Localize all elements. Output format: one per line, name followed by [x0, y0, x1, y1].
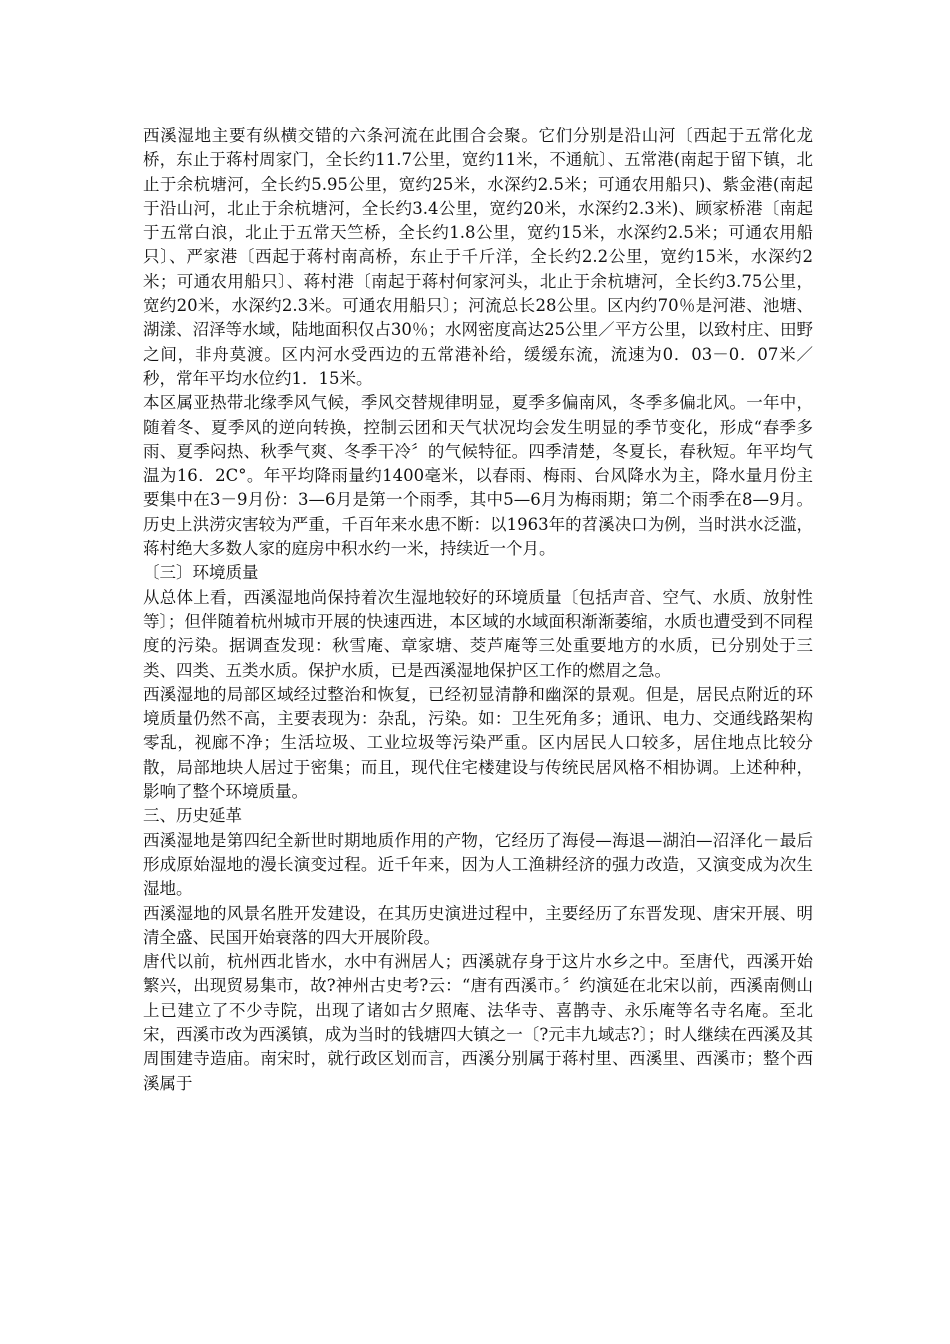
- paragraph-environment-overview: 从总体上看，西溪湿地尚保持着次生湿地较好的环境质量〔包括声音、空气、水质、放射性等〕；但伴随着杭州城市开展的快速西进，本区域的水域面积渐渐萎缩，水质也遭受到不同程度的污染。据调查发现：秋雪庵、章家塘、茭芦庵等三处重要地方的水质，已分别处于三类、四类、五类水质。保护水质，已是西溪湿地保护区工作的燃眉之急。: [143, 587, 813, 680]
- paragraph-history-tang-song: 唐代以前，杭州西北皆水，水中有洲居人；西溪就存身于这片水乡之中。至唐代，西溪开始繁兴，出现贸易集市，故?神州古史考?云：“唐有西溪市。〞约演延在北宋以前，西溪南侧山上已建立了不少寺院，出现了诸如古夕照庵、法华寺、喜鹊寺、永乐庵等名寺名庵。至北宋，西溪市改为西溪镇，成为当时的钱塘四大镇之一〔?元丰九域志?〕；时人继续在西溪及其周围建寺造庙。南宋时，就行政区划而言，西溪分别属于蒋村里、西溪里、西溪市；整个西溪属于: [143, 952, 813, 1093]
- paragraph-history-stages: 西溪湿地的风景名胜开发建设，在其历史演进过程中，主要经历了东晋发现、唐宋开展、明清全盛、民国开始衰落的四大开展阶段。: [143, 903, 813, 947]
- paragraph-rivers: 西溪湿地主要有纵横交错的六条河流在此围合会聚。它们分别是沿山河〔西起于五常化龙桥，东止于蒋村周家门，全长约11.7公里，宽约11米，不通航〕、五常港(南起于留下镇，北止于余杭塘河，全长约5.95公里，宽约25米，水深约2.5米；可通农用船只)、紫金港(南起于沿山河，北止于余杭塘河，全长约3.4公里，宽约20米，水深约2.3米)、顾家桥港〔南起于五常白浪，北止于五常天竺桥，全长约1.8公里，宽约15米，水深约2.5米；可通农用船只〕、严家港〔西起于蒋村南高桥，东止于千斤洋，全长约2.2公里，宽约15米，水深约2米；可通农用船只〕、蒋村港〔南起于蒋村何家河头，北止于余杭塘河，全长约3.75公里，宽约20米，水深约2.3米。可通农用船只〕；河流总长28公里。区内约70％是河港、池塘、湖漾、沼泽等水域，陆地面积仅占30％；水网密度高达25公里／平方公里，以致村庄、田野之间，非舟莫渡。区内河水受西边的五常港补给，缓缓东流，流速为0．03－0．07米／秒，常年平均水位约1．15米。: [143, 126, 813, 388]
- section-heading-history: 三、历史延革: [143, 806, 242, 826]
- paragraph-environment-local: 西溪湿地的局部区域经过整治和恢复，已经初显清静和幽深的景观。但是，居民点附近的环境质量仍然不高，主要表现为：杂乱，污染。如：卫生死角多；通讯、电力、交通线路架构零乱，视廊不净；生活垃圾、工业垃圾等污染严重。区内居民人口较多，居住地点比较分散，局部地块人居过于密集；而且，现代住宅楼建设与传统民居风格不相协调。上述种种，影响了整个环境质量。: [143, 684, 813, 802]
- document-body: [143, 124, 813, 1096]
- paragraph-climate: 本区属亚热带北缘季风气候，季风交替规律明显，夏季多偏南风，冬季多偏北风。一年中，随着冬、夏季风的逆向转换，控制云团和天气状况均会发生明显的季节变化，形成“春季多雨、夏季闷热、秋季气爽、冬季干冷〞的气候特征。四季清楚，冬夏长，春秋短。年平均气温为16．2C°。年平均降雨量约1400毫米，以春雨、梅雨、台风降水为主，降水量月份主要集中在3－9月份：3—6月是第一个雨季，其中5—6月为梅雨期；第二个雨季在8—9月。历史上洪涝灾害较为严重，千百年来水患不断：以1963年的苕溪决口为例，当时洪水泛滥，蒋村绝大多数人家的庭房中积水约一米，持续近一个月。: [143, 393, 813, 559]
- section-heading-environment: 〔三〕环境质量: [143, 563, 259, 583]
- paragraph-history-geology: 西溪湿地是第四纪全新世时期地质作用的产物，它经历了海侵—海退—湖泊—沼泽化－最后形成原始湿地的漫长演变过程。近千年来，因为人工渔耕经济的强力改造，又演变成为次生湿地。: [143, 830, 813, 899]
